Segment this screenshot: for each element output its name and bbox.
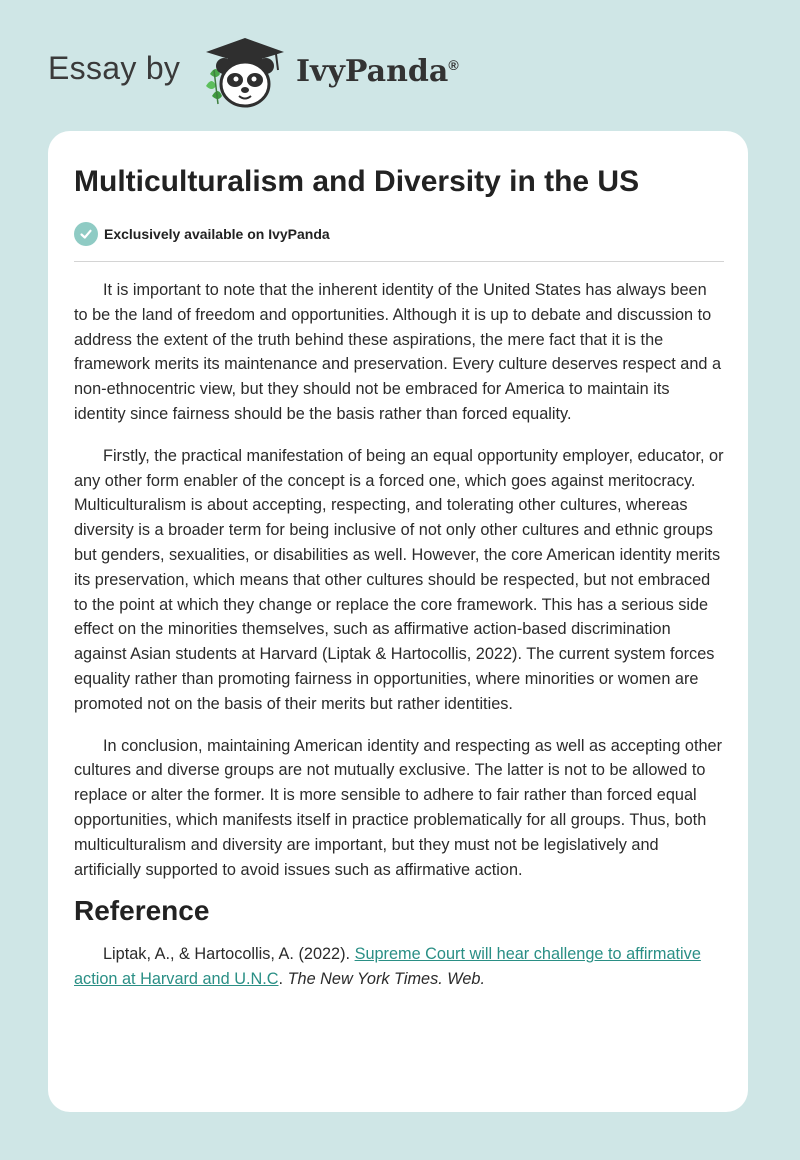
paragraph: Firstly, the practical manifestation of being an equal opportunity employer, educator, or any other form enabler of the concept is a forced one, which goes against meritocracy. Multiculturalism is about accepting, respecting, and tolerating other cultures, whereas diversity is a broader term for being inclusive of not only other cultures and ethnic groups but genders, sexualities, or disabilities as well. However, the core American identity merits its preservation, which means that other cultures should be respected, but not embraced to the point at which they change or replace the core framework. This has a serious side effect on the minorities themselves, such as affirmative action-based discrimination against Asian students at Harvard (Liptak & Hartocollis, 2022). The current system forces equality rather than promoting fairness in opportunities, where minorities or women are promoted not on the basis of their merits but rather identities. (74, 446, 724, 713)
reference-after-link: . (278, 969, 288, 988)
reference-authors: Liptak, A., & Hartocollis, A. (2022). (103, 945, 355, 964)
brand-name[interactable] (296, 54, 459, 89)
reference-entry (74, 942, 724, 992)
page-title: Multiculturalism and Diversity in the US (74, 165, 640, 198)
site-header (0, 0, 800, 130)
paragraph: It is important to note that the inherent identity of the United States has always been to be the land of freedom and opportunities. Although it is up to debate and discussion to address the extent of the truth behind these aspirations, the mere fact that it is the framework merits its maintenance and preservation. Every culture deserves respect and a non-ethnocentric view, but they should not be embraced for America to maintain its identity since fairness should be the basis rather than forced equality. (74, 281, 722, 423)
exclusive-badge-label: Exclusively available on IvyPanda (104, 226, 330, 242)
essay-body (74, 278, 724, 1009)
essay-by-label: Essay by (48, 50, 181, 86)
reference-source: The New York Times. Web. (287, 969, 485, 988)
panda-logo-icon[interactable] (198, 34, 292, 110)
reference-heading: Reference (74, 895, 210, 927)
paragraph: In conclusion, maintaining American identity and respecting as well as accepting other cultures and diverse groups are not mutually exclusive. The latter is not to be allowed to replace or alter the former. It is more sensible to adhere to fair rather than forced equal opportunities, which manifests itself in practice problematically for all groups. Thus, both multiculturalism and diversity are important, but they must not be legislatively and artificially supported to avoid issues such as affirmative action. (74, 736, 723, 879)
exclusive-badge (74, 221, 330, 247)
check-icon (74, 222, 98, 246)
title-divider (74, 261, 724, 262)
reference-link[interactable]: Supreme Court will hear challenge to affirmative action at Harvard and U.N.C (74, 945, 701, 988)
essay-card (48, 131, 748, 1112)
registered-mark: ® (448, 57, 459, 73)
brand-name-text: IvyPanda (296, 54, 449, 89)
